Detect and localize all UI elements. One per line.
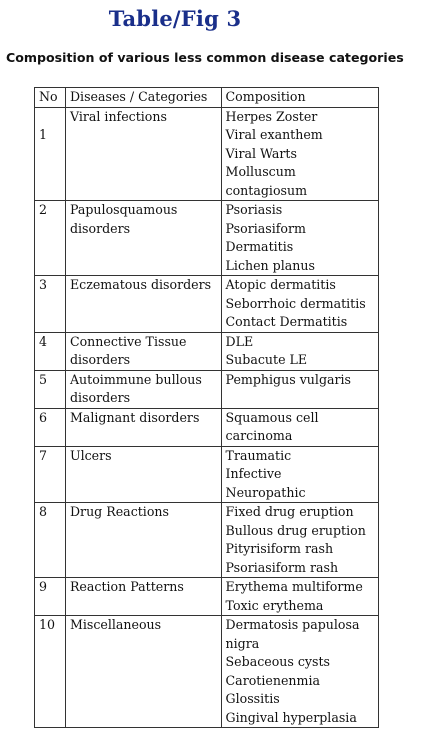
row-number: 5 bbox=[35, 370, 66, 408]
row-number: 2 bbox=[35, 201, 66, 276]
composition-item: Psoriasiform rash bbox=[225, 559, 339, 575]
table-caption: Composition of various less common disease categories bbox=[6, 50, 404, 65]
category-line: Viral infections bbox=[69, 108, 167, 124]
row-number: 1 bbox=[35, 107, 66, 201]
row-number: 3 bbox=[35, 276, 66, 333]
composition-item: Dermatitis bbox=[225, 239, 294, 254]
category-cell bbox=[65, 616, 221, 728]
composition-item: Seborrhoic dermatitis bbox=[225, 295, 366, 311]
composition-item: Erythema multiforme bbox=[225, 579, 363, 594]
header-no: No bbox=[35, 88, 66, 108]
composition-item: contagiosum bbox=[225, 182, 308, 198]
category-line: Ulcers bbox=[69, 447, 112, 463]
category-cell bbox=[65, 578, 221, 616]
table-row bbox=[35, 578, 379, 616]
composition-item: Pityrisiform rash bbox=[225, 541, 334, 556]
composition-item: Lichen planus bbox=[225, 257, 315, 273]
category-cell bbox=[65, 446, 221, 503]
table-row bbox=[35, 408, 379, 446]
category-line: disorders bbox=[69, 390, 131, 405]
composition-item: Herpes Zoster bbox=[225, 108, 318, 124]
category-cell bbox=[65, 370, 221, 408]
composition-item: Psoriasiform bbox=[225, 220, 306, 236]
category-cell bbox=[65, 107, 221, 201]
composition-item: Glossitis bbox=[225, 691, 280, 706]
composition-item: Subacute LE bbox=[225, 352, 308, 367]
composition-item: DLE bbox=[225, 333, 254, 349]
table-row bbox=[35, 503, 379, 578]
composition-item: Infective bbox=[225, 466, 282, 481]
composition-cell bbox=[221, 370, 378, 408]
header-diseases-categories: Diseases / Categories bbox=[65, 88, 221, 108]
row-number: 10 bbox=[35, 616, 66, 728]
composition-cell bbox=[221, 446, 378, 503]
composition-cell bbox=[221, 503, 378, 578]
category-line: disorders bbox=[69, 220, 131, 236]
row-number: 6 bbox=[35, 408, 66, 446]
category-cell bbox=[65, 201, 221, 276]
category-line: Eczematous disorders bbox=[69, 277, 212, 292]
category-line: Connective Tissue bbox=[69, 333, 187, 349]
table-body bbox=[35, 107, 379, 728]
composition-item: Dermatosis papulosa bbox=[225, 617, 360, 632]
composition-item: Viral exanthem bbox=[225, 127, 323, 142]
composition-item: Psoriasis bbox=[225, 202, 283, 217]
composition-item: Fixed drug eruption bbox=[225, 504, 354, 519]
composition-item: Viral Warts bbox=[225, 145, 297, 161]
category-cell bbox=[65, 276, 221, 333]
composition-item: nigra bbox=[225, 635, 260, 651]
composition-cell bbox=[221, 408, 378, 446]
category-cell bbox=[65, 332, 221, 370]
composition-item: Neuropathic bbox=[225, 484, 306, 500]
row-number: 8 bbox=[35, 503, 66, 578]
category-line: Drug Reactions bbox=[69, 504, 169, 519]
composition-item: Molluscum bbox=[225, 164, 296, 179]
header-composition: Composition bbox=[221, 88, 378, 108]
figure-label: Table/Fig 3 bbox=[108, 6, 242, 31]
row-number: 7 bbox=[35, 446, 66, 503]
composition-item: Contact Dermatitis bbox=[225, 314, 348, 329]
composition-cell bbox=[221, 276, 378, 333]
table-header-row bbox=[35, 88, 379, 108]
category-line: Reaction Patterns bbox=[69, 579, 184, 594]
category-line: Miscellaneous bbox=[69, 617, 162, 632]
composition-item: Toxic erythema bbox=[225, 597, 324, 613]
table-row bbox=[35, 201, 379, 276]
category-line: disorders bbox=[69, 352, 131, 367]
composition-item: carcinoma bbox=[225, 428, 293, 443]
composition-cell bbox=[221, 332, 378, 370]
table-row bbox=[35, 616, 379, 728]
composition-item: Sebaceous cysts bbox=[225, 654, 331, 669]
table-row bbox=[35, 107, 379, 201]
composition-item: Bullous drug eruption bbox=[225, 522, 366, 538]
composition-item: Traumatic bbox=[225, 447, 292, 463]
row-number: 4 bbox=[35, 332, 66, 370]
row-number: 9 bbox=[35, 578, 66, 616]
composition-item: Carotienenmia bbox=[225, 672, 320, 688]
table-row bbox=[35, 370, 379, 408]
category-line: Malignant disorders bbox=[69, 409, 200, 425]
composition-cell bbox=[221, 107, 378, 201]
category-line: Autoimmune bullous bbox=[69, 371, 202, 387]
composition-item: Gingival hyperplasia bbox=[225, 709, 357, 725]
table-row bbox=[35, 446, 379, 503]
composition-cell bbox=[221, 616, 378, 728]
composition-cell bbox=[221, 201, 378, 276]
table-row bbox=[35, 332, 379, 370]
composition-item: Atopic dermatitis bbox=[225, 277, 336, 292]
composition-item: Squamous cell bbox=[225, 409, 319, 425]
composition-item: Pemphigus vulgaris bbox=[225, 371, 352, 387]
category-cell bbox=[65, 503, 221, 578]
table-row bbox=[35, 276, 379, 333]
disease-composition-table bbox=[34, 87, 379, 728]
category-line: Papulosquamous bbox=[69, 202, 178, 217]
category-cell bbox=[65, 408, 221, 446]
composition-cell bbox=[221, 578, 378, 616]
